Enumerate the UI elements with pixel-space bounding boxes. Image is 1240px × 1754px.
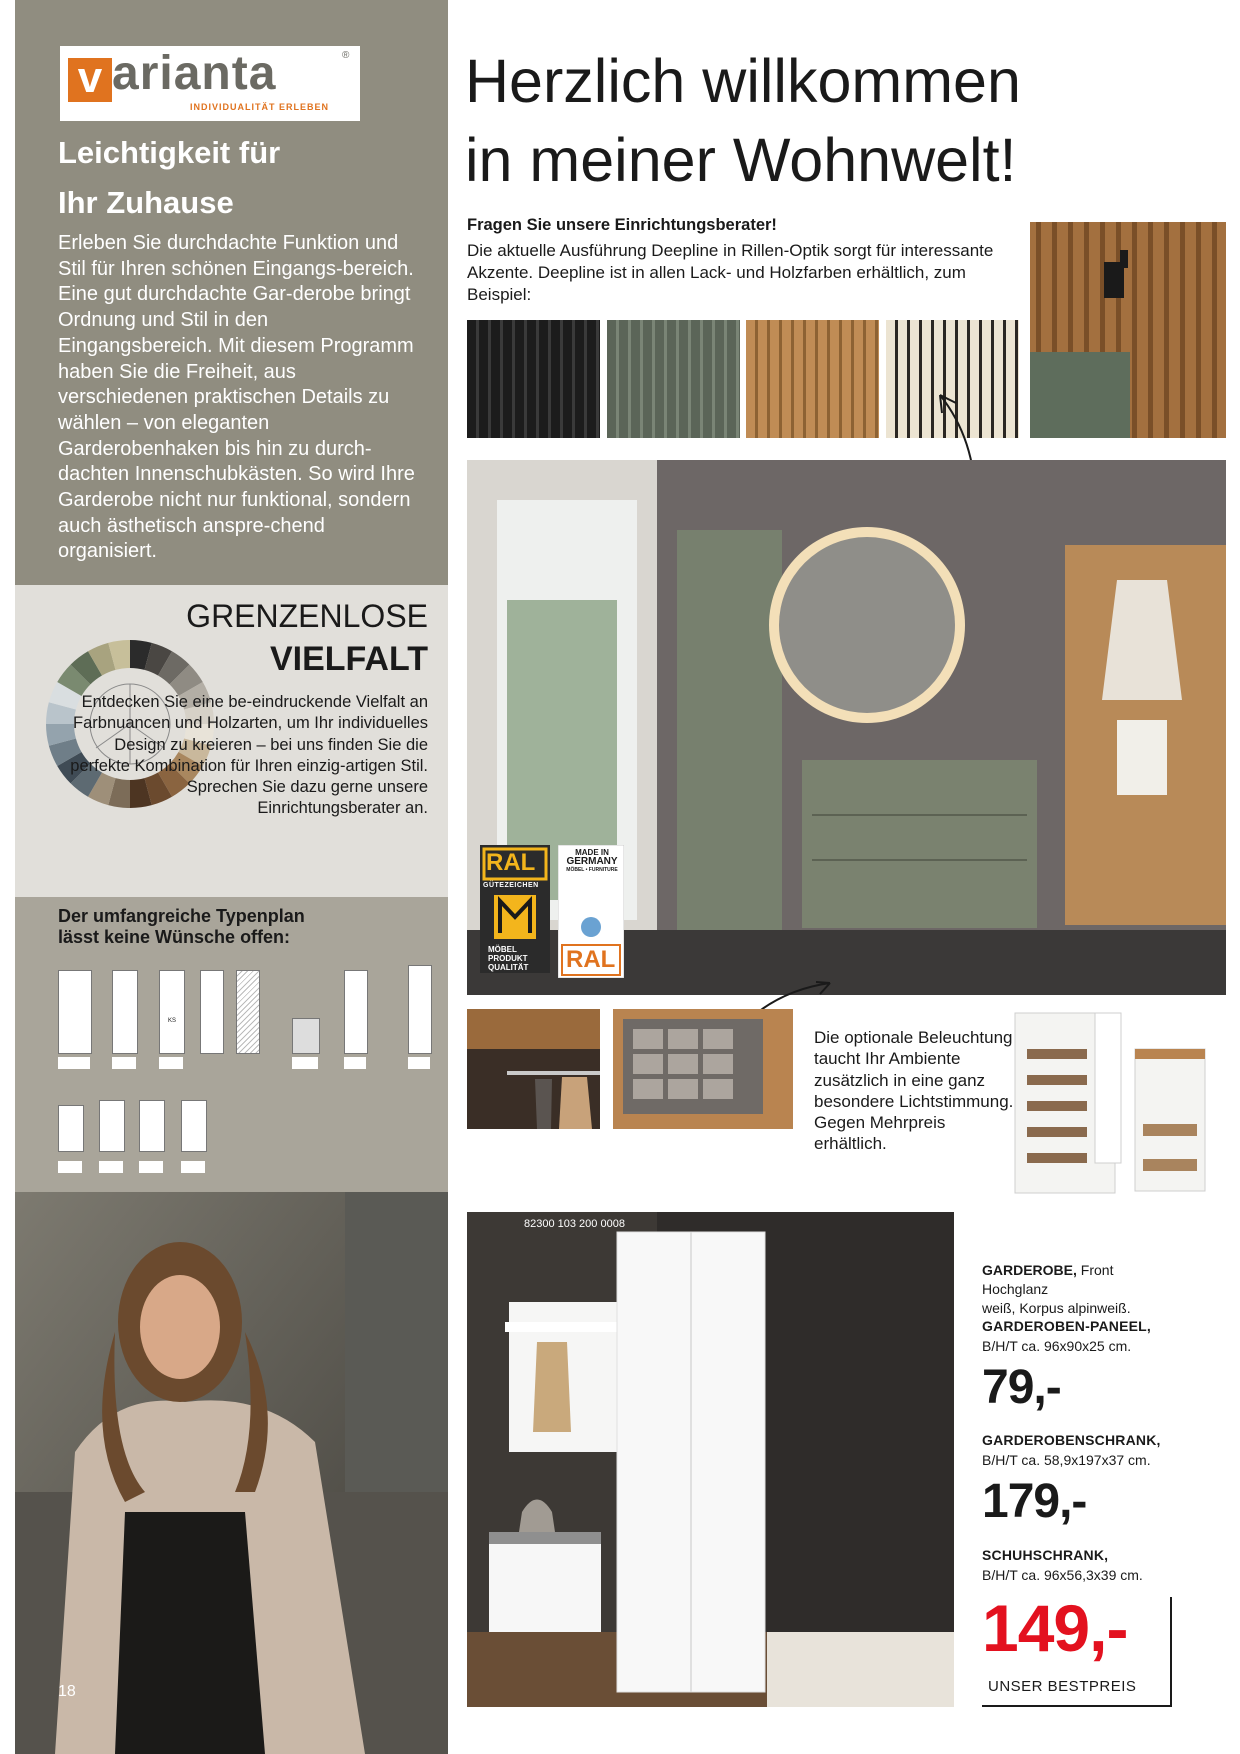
- plan-element: [181, 1100, 207, 1152]
- plan-element-foot: [181, 1161, 205, 1173]
- product-intro-desc: Front Hochglanz: [982, 1262, 1114, 1297]
- hook-detail-photo: [1030, 222, 1226, 438]
- plan-element: [58, 1105, 84, 1152]
- plan-element: [408, 965, 432, 1054]
- logo-mark: v: [68, 58, 112, 102]
- intro-headline-line2: Ihr Zuhause: [58, 185, 234, 220]
- product-name: GARDEROBENSCHRANK,: [982, 1432, 1161, 1448]
- plan-mirror: [236, 970, 260, 1054]
- plan-element-foot: [58, 1161, 82, 1173]
- badge-quality-text: MÖBEL PRODUKT QUALITÄT: [488, 945, 529, 972]
- intro-headline-line1: Leichtigkeit für: [58, 135, 281, 170]
- product-intro: [982, 1261, 1182, 1318]
- brand-ambassador-photo: [15, 1192, 448, 1754]
- product-price: 79,-: [982, 1361, 1061, 1414]
- plan-element-foot: [159, 1057, 183, 1069]
- plan-element-foot: [139, 1161, 163, 1173]
- vielfalt-heading-line1: GRENZENLOSE: [186, 598, 428, 634]
- vielfalt-heading-line2: VIELFALT: [269, 640, 428, 678]
- vielfalt-text: Entdecken Sie eine be-eindruckende Vielfalt an Farbnuancen und Holzarten, um Ihr individuelles Design zu kreieren – bei uns finden Sie die perfekte Kombination für Ihren einzig-artigen Stil. Sprechen Sie dazu gerne unsere Einrichtungsberater an.: [70, 693, 428, 818]
- typenplan-title-line1: Der umfangreiche Typenplan: [58, 906, 305, 926]
- plan-element: [112, 970, 138, 1054]
- product-name: SCHUHSCHRANK,: [982, 1547, 1109, 1563]
- page-title-line1: Herzlich willkommen: [465, 47, 1021, 115]
- plan-element-foot: [344, 1057, 366, 1069]
- product-name: GARDEROBEN-PANEEL,: [982, 1318, 1152, 1334]
- color-swatch-sage: [607, 320, 740, 438]
- plan-element: [344, 970, 368, 1054]
- product-dimensions: B/H/T ca. 58,9x197x37 cm.: [982, 1452, 1151, 1468]
- typenplan-title: [58, 906, 428, 948]
- page-number: 18: [58, 1683, 76, 1700]
- product-dimensions: B/H/T ca. 96x56,3x39 cm.: [982, 1567, 1143, 1583]
- plan-element: [139, 1100, 165, 1152]
- product-price: 179,-: [982, 1475, 1087, 1528]
- plan-element: [99, 1100, 125, 1152]
- ral-badge-subtext: GÜTEZEICHEN: [483, 882, 539, 889]
- plan-mirror-small: [292, 1018, 320, 1054]
- best-price: 149,-: [982, 1591, 1128, 1665]
- plan-element: KS: [159, 970, 185, 1054]
- plan-element-foot: [58, 1057, 90, 1069]
- product-dimensions: B/H/T ca. 96x90x25 cm.: [982, 1338, 1132, 1354]
- logo-tagline: INDIVIDUALITÄT ERLEBEN: [190, 102, 329, 112]
- plan-element-foot: [292, 1057, 318, 1069]
- shoe-cabinet-photos: [1005, 1009, 1225, 1199]
- color-swatch-black: [467, 320, 600, 438]
- plan-element-foot: [112, 1057, 136, 1069]
- intro-headline: [58, 128, 428, 228]
- registered-mark: ®: [342, 50, 350, 61]
- advisor-body: Die aktuelle Ausführung Deepline in Rillen-Optik sorgt für interessante Akzente. Deepline ist in allen Lack- und Holzfarben erhältlich, zum Beispiel:: [467, 241, 994, 304]
- ral-badge-bottom-text: RAL: [566, 946, 616, 973]
- article-number: 82300 103 200 0008: [524, 1218, 625, 1230]
- plan-element-foot: [99, 1161, 123, 1173]
- plan-element-foot: [408, 1057, 430, 1069]
- germany-badge-text: MADE IN GERMANY MÖBEL • FURNITURE: [566, 848, 618, 873]
- page-title: [465, 42, 1225, 200]
- intro-body: Erleben Sie durchdachte Funktion und Stil für Ihren schönen Eingangs-bereich. Eine gut durchdachte Gar-derobe bringt Ordnung und Stil in den Eingangsbereich. Mit diesem Programm haben Sie die Freiheit, aus verschiedenen praktischen Details zu wählen – von eleganten Garderobenhaken bis hin zu durch-dachten Innenschubkästen. So wird Ihre Garderobe nicht nur funktional, sondern auch ästhetisch anspre-chend organisiert.: [58, 232, 415, 563]
- best-price-label: UNSER BESTPREIS: [988, 1678, 1137, 1695]
- product-intro-name: GARDEROBE,: [982, 1262, 1077, 1278]
- drawer-insert-photo: [613, 1009, 793, 1129]
- lighting-note: Die optionale Beleuchtung taucht Ihr Ambiente zusätzlich in eine ganz besondere Lichtstimmung. Gegen Mehrpreis erhältlich.: [814, 1028, 1014, 1154]
- product-intro-desc2: weiß, Korpus alpinweiß.: [982, 1300, 1131, 1316]
- color-swatch-oak: [746, 320, 879, 438]
- page-title-line2: in meiner Wohnwelt!: [465, 126, 1017, 194]
- wardrobe-product-photo: [467, 1212, 954, 1707]
- ral-badge-text: RAL: [486, 849, 536, 876]
- plan-element: [58, 970, 92, 1054]
- logo-wordmark: arianta: [112, 47, 277, 100]
- advisor-title: Fragen Sie unsere Einrichtungsberater!: [467, 216, 777, 234]
- plan-element: [200, 970, 224, 1054]
- typenplan-title-line2: lässt keine Wünsche offen:: [58, 927, 291, 947]
- hanger-rail-photo: [467, 1009, 600, 1129]
